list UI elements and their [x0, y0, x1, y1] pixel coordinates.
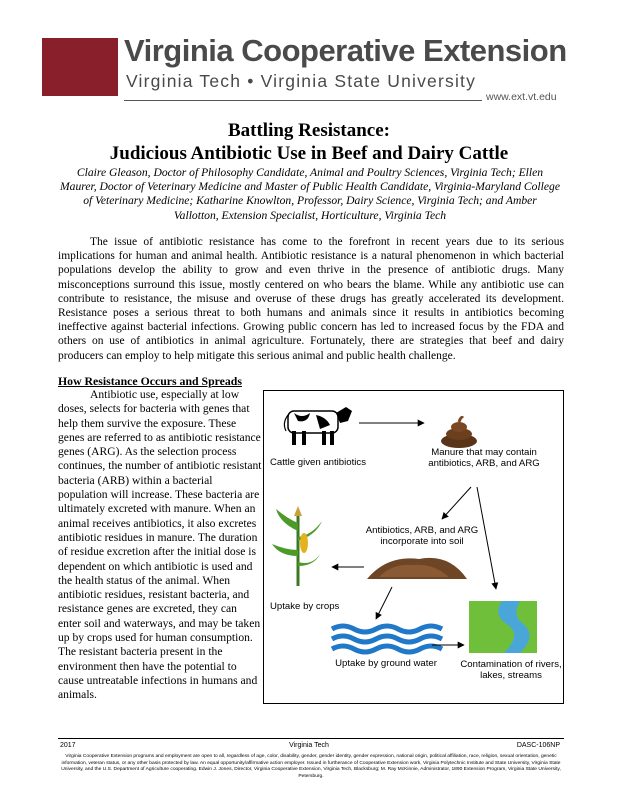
footer-fine-print: Virginia Cooperative Extension programs and employment are open to all, regardless of age, color, disability, gender, gender identity, gender expression, national origin, political affiliation, race, religion, sexual orientation, genetic information, veteran status, or any other basis protected by law. An equal opportunity/affirmative action employer. Issued in furtherance of Cooperative Extension work, Virginia Polytechnic Institute and State University, Virginia State University, and the U.S. Department of Agriculture cooperating. Edwin J. Jones, Director, Virginia Cooperative Extension, Virginia Tech, Blacksburg; M. Ray McKinnie, Administrator, 1890 Extension Program, Virginia State University, Petersburg. [61, 754, 561, 779]
corn-plant-icon [272, 506, 322, 586]
section-heading: How Resistance Occurs and Spreads [58, 374, 242, 388]
intro-text: The issue of antibiotic resistance has come to the forefront in recent years due to its serious implications for human and animal health. Antibiotic resistance is a natural phenomenon in which bacterial populations develop the ability to grow and even thrive in the presence of antibiotic drugs. Many misconceptions surround this issue, mostly centered on who bears the blame. While any antibiotic use can contribute to resistance, the misuse and overuse of these drugs has greatly accelerated its development. Resistance poses a serious threat to both humans and animals since it results in antibiotics becoming ineffective against bacterial infections. Growing public concern has led to increased focus by the FDA and others on use of antibiotics in animal agriculture. Fortunately, there are strategies that beef and dairy producers can employ to help mitigate this serious animal and public health challenge. [58, 236, 564, 362]
cow-icon [284, 407, 352, 445]
river-landscape-icon [469, 601, 537, 653]
label-crops: Uptake by crops [270, 601, 340, 612]
header-rule [124, 100, 482, 101]
universities: Virginia Tech • Virginia State University [126, 71, 477, 91]
arrow-icon [442, 487, 471, 519]
footer-code: DASC-106NP [516, 742, 560, 749]
title-line-1: Battling Resistance: [227, 120, 390, 141]
manure-icon [441, 418, 477, 449]
section-text: Antibiotic use, especially at low doses, selects for bacteria with genes that help them survive the exposure. These genes are referred to as antibiotic resistance genes (ARG). As the selection process continues, the number of antibiotic resistant bacteria (ARB) within a bacterial population will increase. These bacteria are ultimately excreted with manure. When an animal receives antibiotics, it also excretes antibiotic residues in manure. The duration of residue excretion after the initial dose is dependent on which antibiotic is used and the health status of the animal. When antibiotic residues, resistant bacteria, and resistance genes are excreted, they can enter soil and waterways, and may be taken up by crops used for human consumption. The resistant bacteria present in the environment then have the potential to cause untreatable infections in humans and animals. [58, 388, 262, 702]
arrow-icon [376, 587, 392, 619]
section-body [58, 388, 263, 703]
footer-publisher: Virginia Tech [289, 742, 329, 749]
title-line-2: Judicious Antibiotic Use in Beef and Dairy Cattle [109, 143, 509, 164]
ground-water-icon [332, 626, 442, 652]
label-rivers: Contamination of rivers, lakes, streams [460, 659, 562, 681]
resistance-cycle-figure [263, 390, 564, 704]
footer-year: 2017 [60, 742, 76, 749]
label-soil: Antibiotics, ARB, and ARG incorporate into soil [365, 525, 479, 547]
label-manure: Manure that may contain antibiotics, ARB, and ARG [428, 447, 540, 469]
org-name: Virginia Cooperative Extension [124, 33, 567, 68]
label-groundwater: Uptake by ground water [335, 658, 437, 669]
label-cattle: Cattle given antibiotics [270, 457, 366, 468]
vce-logo-mark [42, 38, 118, 96]
soil-pile-icon [367, 558, 467, 579]
footer-rule [58, 738, 564, 739]
website-link[interactable]: www.ext.vt.edu [486, 91, 557, 103]
intro-paragraph [58, 235, 564, 363]
authors: Claire Gleason, Doctor of Philosophy Candidate, Animal and Poultry Sciences, Virginia Tech; Ellen Maurer, Doctor of Veterinary Medicine and Master of Public Health Candidate, Virginia-Maryland College of Veterinary Medicine; Katharine Knowlton, Professor, Dairy Science, Virginia Tech; and Amber Vallotton, Extension Specialist, Horticulture, Virginia Tech [60, 166, 560, 222]
